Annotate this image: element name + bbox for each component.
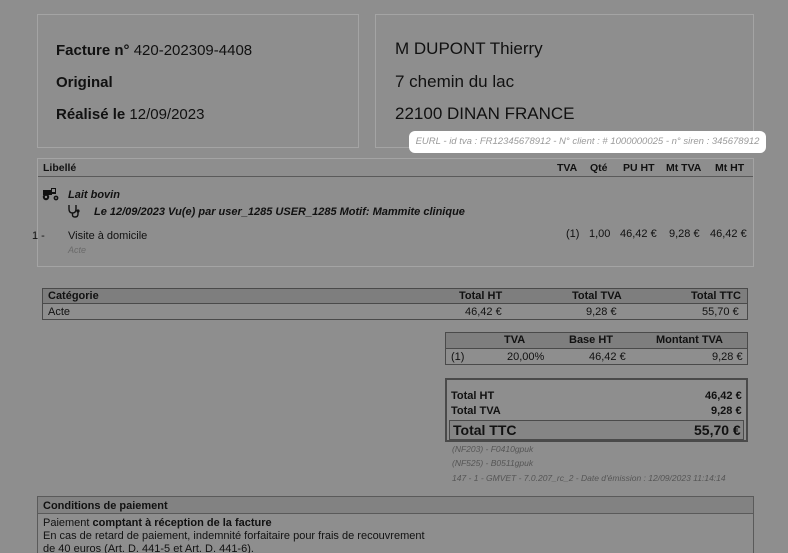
category-name: Acte <box>48 306 71 318</box>
payment-terms-bold: comptant à réception de la facture <box>92 517 272 529</box>
row-label: Visite à domicile <box>68 230 148 242</box>
col-tva: TVA <box>557 162 578 174</box>
tva-table <box>445 332 748 365</box>
payment-conditions <box>37 496 754 553</box>
row-pu-ht: 46,42 € <box>620 228 657 240</box>
col-pu-ht: PU HT <box>623 162 655 174</box>
emission-note: 147 - 1 - GMVET - 7.0.207_rc_2 - Date d'émission : 12/09/2023 11:14:14 <box>452 473 726 483</box>
col-total-ht: Total HT <box>459 290 503 302</box>
total-tva-label: Total TVA <box>451 405 501 417</box>
animal-name: Lait bovin <box>68 189 120 201</box>
invoice-number: 420-202309-4408 <box>133 42 253 59</box>
totals-box <box>445 378 748 442</box>
invoice-number-label: Facture n° <box>56 42 130 59</box>
total-ttc-value: 55,70 € <box>694 422 741 438</box>
category-total-ht: 46,42 € <box>465 306 502 318</box>
lines-table-header <box>38 159 753 177</box>
tva-amount: 9,28 € <box>712 351 743 363</box>
invoice-header-panel <box>37 14 359 148</box>
col-mt-ht: Mt HT <box>715 162 745 174</box>
payment-terms-line <box>43 517 272 529</box>
legal-reference-line: de 40 euros (Art. D. 441-5 et Art. D. 441-6). <box>43 543 254 553</box>
category-row <box>43 304 747 320</box>
total-ht-value: 46,42 € <box>705 390 742 402</box>
category-total-ttc: 55,70 € <box>702 306 739 318</box>
tva-base-ht: 46,42 € <box>589 351 626 363</box>
col-montant-tva: Montant TVA <box>656 334 724 346</box>
realise-date: 12/09/2023 <box>129 106 205 123</box>
tva-code: (1) <box>451 351 465 363</box>
realise-label: Réalisé le <box>56 106 126 123</box>
tva-rate: 20,00% <box>507 351 545 363</box>
client-street: 7 chemin du lac <box>395 72 515 91</box>
tva-table-header <box>446 333 747 349</box>
total-ttc-bar <box>449 420 744 440</box>
row-qty: 1,00 <box>589 228 611 240</box>
col-categorie: Catégorie <box>48 290 99 302</box>
invoice-lines-table <box>32 158 754 267</box>
nf525-note: (NF525) - B0511gpuk <box>452 458 534 468</box>
category-table <box>42 288 748 320</box>
col-mt-tva: Mt TVA <box>666 162 702 174</box>
total-tva-value: 9,28 € <box>711 405 742 417</box>
invoice-number-line <box>56 42 252 59</box>
payment-terms-prefix: Paiement <box>43 517 90 529</box>
col-total-tva: Total TVA <box>572 290 622 302</box>
row-tva: (1) <box>566 228 580 240</box>
client-address-panel <box>375 14 754 148</box>
col-base-ht: Base HT <box>569 334 614 346</box>
nf203-note: (NF203) - F0410gpuk <box>452 444 534 454</box>
col-qte: Qté <box>590 162 608 174</box>
category-total-tva: 9,28 € <box>586 306 617 318</box>
col-total-ttc: Total TTC <box>691 290 741 302</box>
late-fee-line: En cas de retard de paiement, indemnité forfaitaire pour frais de recouvrement <box>43 530 425 542</box>
row-category: Acte <box>68 245 87 255</box>
tractor-icon <box>42 187 60 201</box>
col-tva-rate: TVA <box>504 334 526 346</box>
client-city: 22100 DINAN FRANCE <box>395 104 575 123</box>
stethoscope-icon <box>67 204 81 218</box>
tva-row <box>446 349 747 365</box>
total-ttc-label: Total TTC <box>453 422 517 438</box>
row-mt-tva: 9,28 € <box>669 228 700 240</box>
realise-line <box>56 106 204 123</box>
payment-conditions-title: Conditions de paiement <box>38 497 753 514</box>
invoice-status: Original <box>56 74 113 91</box>
col-libelle: Libellé <box>43 162 77 174</box>
total-ht-label: Total HT <box>451 390 495 402</box>
legal-info-badge: EURL - id tva : FR12345678912 - N° client : # 1000000025 - n° siren : 345678912 <box>409 131 766 153</box>
visit-note: Le 12/09/2023 Vu(e) par user_1285 USER_1285 Motif: Mammite clinique <box>94 206 465 218</box>
row-number: 1 - <box>32 230 45 242</box>
category-table-header <box>43 289 747 304</box>
client-name: M DUPONT Thierry <box>395 39 543 58</box>
row-mt-ht: 46,42 € <box>710 228 747 240</box>
